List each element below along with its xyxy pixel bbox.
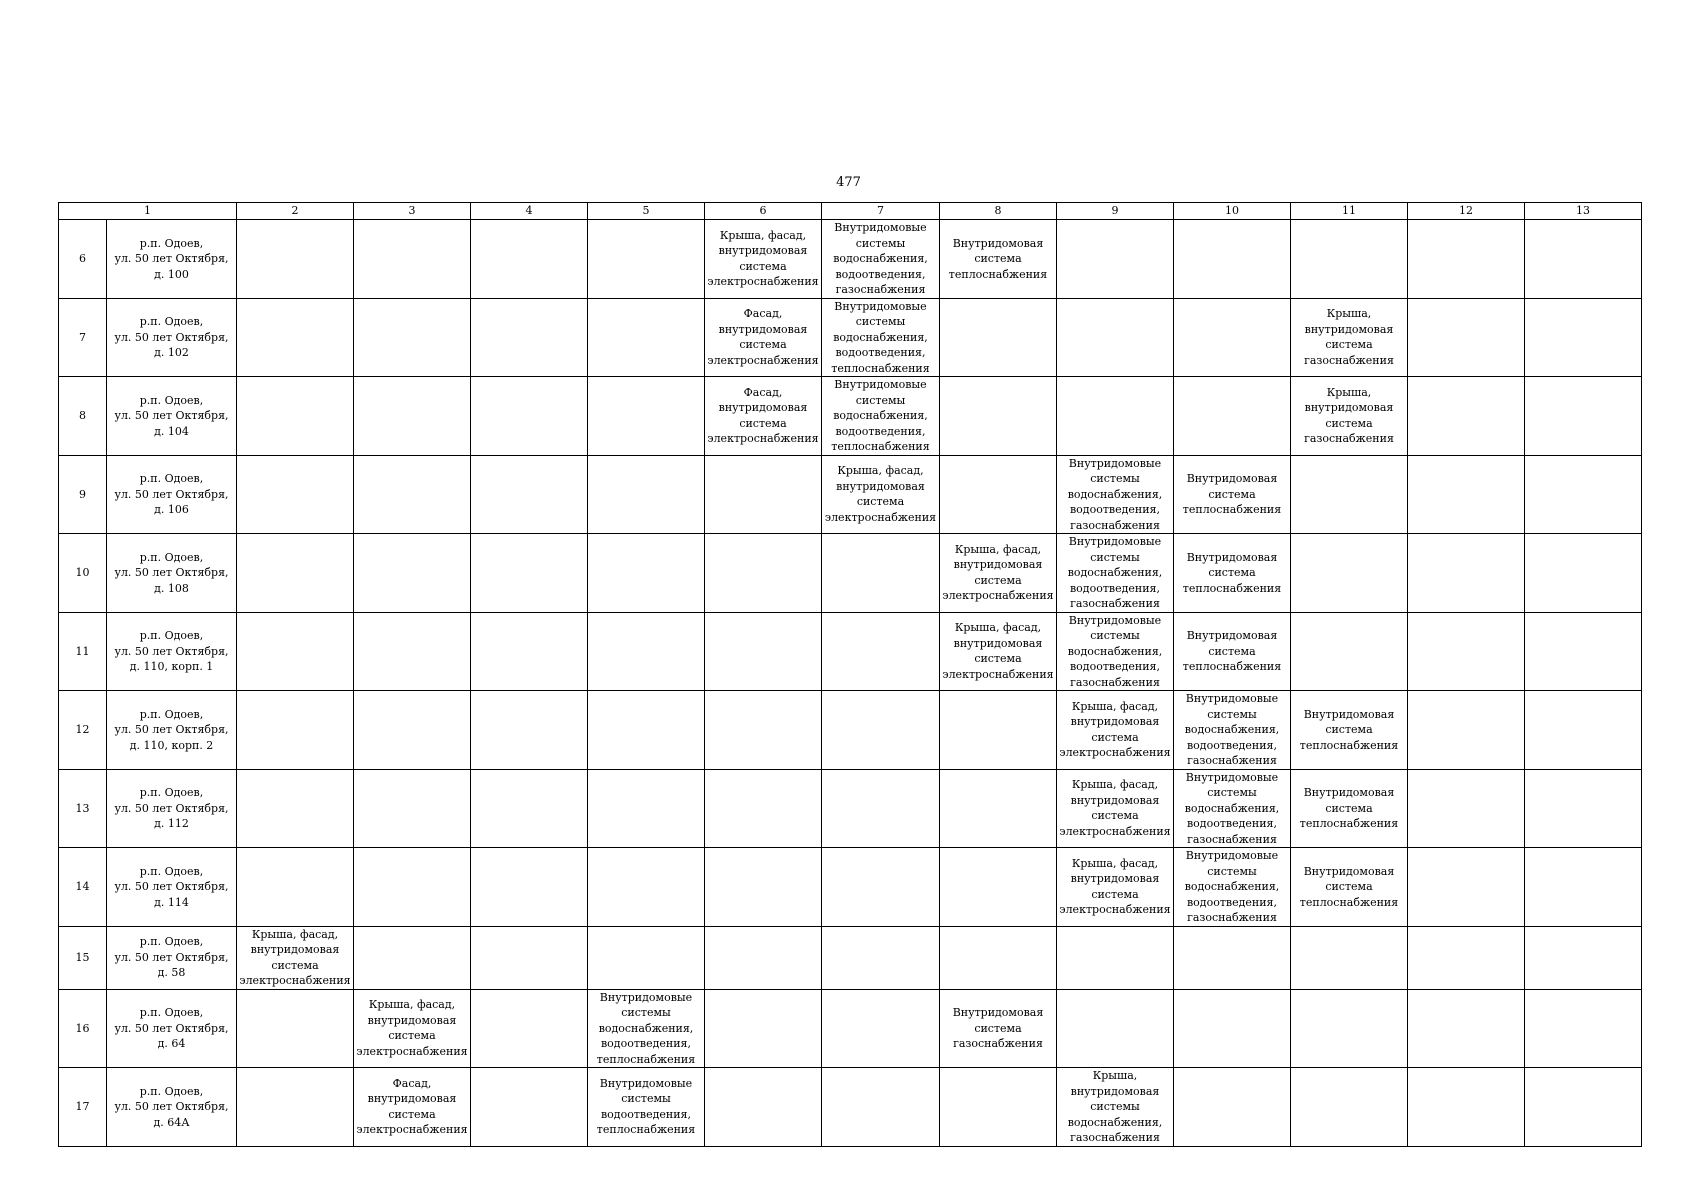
table-row <box>59 534 1642 613</box>
table-body <box>59 220 1642 1147</box>
row-number: 12 <box>59 691 107 770</box>
work-cell-col-2 <box>237 377 354 456</box>
table-row <box>59 926 1642 989</box>
row-number: 10 <box>59 534 107 613</box>
work-cell-col-10 <box>1174 298 1291 377</box>
address-cell: р.п. Одоев, ул. 50 лет Октября, д. 64А <box>107 1068 237 1147</box>
work-cell-col-7 <box>822 1068 940 1147</box>
column-header-12: 12 <box>1408 203 1525 220</box>
address-cell: р.п. Одоев, ул. 50 лет Октября, д. 114 <box>107 848 237 927</box>
work-cell-col-3 <box>354 848 471 927</box>
work-cell-col-10: Внутридомовые системы водоснабжения, водоотведения, газоснабжения <box>1174 691 1291 770</box>
work-cell-col-5 <box>588 926 705 989</box>
work-cell-col-5 <box>588 298 705 377</box>
work-cell-col-6: Фасад, внутридомовая система электроснабжения <box>705 377 822 456</box>
work-cell-col-2 <box>237 534 354 613</box>
work-cell-col-10 <box>1174 989 1291 1068</box>
work-cell-col-13 <box>1525 220 1642 299</box>
work-cell-col-12 <box>1408 691 1525 770</box>
work-cell-col-6 <box>705 691 822 770</box>
work-cell-col-12 <box>1408 298 1525 377</box>
work-cell-col-11 <box>1291 989 1408 1068</box>
work-cell-col-4 <box>471 769 588 848</box>
work-cell-col-3 <box>354 220 471 299</box>
work-cell-col-9 <box>1057 989 1174 1068</box>
address-cell: р.п. Одоев, ул. 50 лет Октября, д. 106 <box>107 455 237 534</box>
table-row <box>59 612 1642 691</box>
work-cell-col-9: Внутридомовые системы водоснабжения, водоотведения, газоснабжения <box>1057 455 1174 534</box>
work-cell-col-2 <box>237 612 354 691</box>
work-cell-col-12 <box>1408 989 1525 1068</box>
column-header-9: 9 <box>1057 203 1174 220</box>
work-cell-col-10 <box>1174 1068 1291 1147</box>
work-cell-col-6 <box>705 989 822 1068</box>
work-cell-col-9: Крыша, внутридомовая системы водоснабжения, газоснабжения <box>1057 1068 1174 1147</box>
work-cell-col-10 <box>1174 926 1291 989</box>
work-cell-col-12 <box>1408 612 1525 691</box>
work-cell-col-7 <box>822 926 940 989</box>
table-row <box>59 848 1642 927</box>
work-cell-col-2 <box>237 848 354 927</box>
work-cell-col-4 <box>471 455 588 534</box>
work-cell-col-2 <box>237 769 354 848</box>
work-cell-col-7 <box>822 534 940 613</box>
work-cell-col-4 <box>471 1068 588 1147</box>
work-cell-col-8: Крыша, фасад, внутридомовая система электроснабжения <box>940 534 1057 613</box>
address-cell: р.п. Одоев, ул. 50 лет Октября, д. 58 <box>107 926 237 989</box>
work-cell-col-2: Крыша, фасад, внутридомовая система электроснабжения <box>237 926 354 989</box>
work-cell-col-3 <box>354 455 471 534</box>
work-cell-col-4 <box>471 377 588 456</box>
work-cell-col-7: Внутридомовые системы водоснабжения, водоотведения, газоснабжения <box>822 220 940 299</box>
address-cell: р.п. Одоев, ул. 50 лет Октября, д. 102 <box>107 298 237 377</box>
work-cell-col-4 <box>471 989 588 1068</box>
work-cell-col-10: Внутридомовые системы водоснабжения, водоотведения, газоснабжения <box>1174 848 1291 927</box>
work-cell-col-9: Крыша, фасад, внутридомовая система электроснабжения <box>1057 848 1174 927</box>
work-cell-col-11: Крыша, внутридомовая система газоснабжения <box>1291 377 1408 456</box>
work-cell-col-4 <box>471 534 588 613</box>
work-cell-col-6 <box>705 612 822 691</box>
work-cell-col-13 <box>1525 534 1642 613</box>
work-cell-col-6 <box>705 769 822 848</box>
column-header-7: 7 <box>822 203 940 220</box>
work-cell-col-11 <box>1291 220 1408 299</box>
work-cell-col-10 <box>1174 377 1291 456</box>
address-cell: р.п. Одоев, ул. 50 лет Октября, д. 64 <box>107 989 237 1068</box>
row-number: 16 <box>59 989 107 1068</box>
work-cell-col-9 <box>1057 220 1174 299</box>
row-number: 8 <box>59 377 107 456</box>
work-cell-col-5 <box>588 220 705 299</box>
column-header-1: 1 <box>59 203 237 220</box>
work-cell-col-2 <box>237 455 354 534</box>
work-cell-col-5: Внутридомовые системы водоснабжения, водоотведения, теплоснабжения <box>588 989 705 1068</box>
work-cell-col-5 <box>588 769 705 848</box>
work-cell-col-2 <box>237 1068 354 1147</box>
work-cell-col-7 <box>822 989 940 1068</box>
work-cell-col-13 <box>1525 848 1642 927</box>
column-header-11: 11 <box>1291 203 1408 220</box>
work-cell-col-5 <box>588 534 705 613</box>
work-cell-col-3 <box>354 769 471 848</box>
column-header-5: 5 <box>588 203 705 220</box>
address-cell: р.п. Одоев, ул. 50 лет Октября, д. 100 <box>107 220 237 299</box>
work-cell-col-2 <box>237 691 354 770</box>
work-cell-col-11 <box>1291 926 1408 989</box>
work-cell-col-5: Внутридомовые системы водоотведения, теплоснабжения <box>588 1068 705 1147</box>
work-cell-col-12 <box>1408 534 1525 613</box>
work-cell-col-9 <box>1057 298 1174 377</box>
work-cell-col-13 <box>1525 691 1642 770</box>
work-cell-col-3: Фасад, внутридомовая система электроснабжения <box>354 1068 471 1147</box>
table-row <box>59 220 1642 299</box>
work-cell-col-10: Внутридомовая система теплоснабжения <box>1174 455 1291 534</box>
work-cell-col-7 <box>822 848 940 927</box>
work-cell-col-9: Крыша, фасад, внутридомовая система электроснабжения <box>1057 691 1174 770</box>
row-number: 9 <box>59 455 107 534</box>
work-cell-col-5 <box>588 455 705 534</box>
work-cell-col-7 <box>822 769 940 848</box>
work-cell-col-11 <box>1291 534 1408 613</box>
work-cell-col-2 <box>237 220 354 299</box>
work-cell-col-10: Внутридомовая система теплоснабжения <box>1174 612 1291 691</box>
work-cell-col-10: Внутридомовые системы водоснабжения, водоотведения, газоснабжения <box>1174 769 1291 848</box>
work-cell-col-9 <box>1057 926 1174 989</box>
column-header-row <box>59 203 1642 220</box>
work-cell-col-3 <box>354 377 471 456</box>
work-cell-col-9: Внутридомовые системы водоснабжения, водоотведения, газоснабжения <box>1057 612 1174 691</box>
work-cell-col-7: Внутридомовые системы водоснабжения, водоотведения, теплоснабжения <box>822 377 940 456</box>
work-cell-col-13 <box>1525 298 1642 377</box>
table-row <box>59 989 1642 1068</box>
work-cell-col-6: Крыша, фасад, внутридомовая система электроснабжения <box>705 220 822 299</box>
work-cell-col-2 <box>237 298 354 377</box>
row-number: 13 <box>59 769 107 848</box>
work-cell-col-4 <box>471 612 588 691</box>
column-header-8: 8 <box>940 203 1057 220</box>
address-cell: р.п. Одоев, ул. 50 лет Октября, д. 110, корп. 1 <box>107 612 237 691</box>
row-number: 11 <box>59 612 107 691</box>
address-cell: р.п. Одоев, ул. 50 лет Октября, д. 104 <box>107 377 237 456</box>
work-cell-col-4 <box>471 298 588 377</box>
table-row <box>59 455 1642 534</box>
work-cell-col-7: Крыша, фасад, внутридомовая система электроснабжения <box>822 455 940 534</box>
table-row <box>59 377 1642 456</box>
work-cell-col-10: Внутридомовая система теплоснабжения <box>1174 534 1291 613</box>
work-cell-col-7 <box>822 691 940 770</box>
work-cell-col-5 <box>588 691 705 770</box>
row-number: 15 <box>59 926 107 989</box>
work-cell-col-13 <box>1525 926 1642 989</box>
work-cell-col-11 <box>1291 1068 1408 1147</box>
work-cell-col-12 <box>1408 848 1525 927</box>
row-number: 7 <box>59 298 107 377</box>
column-header-6: 6 <box>705 203 822 220</box>
work-cell-col-9: Крыша, фасад, внутридомовая система электроснабжения <box>1057 769 1174 848</box>
work-cell-col-3 <box>354 926 471 989</box>
work-cell-col-12 <box>1408 1068 1525 1147</box>
work-cell-col-3 <box>354 534 471 613</box>
work-cell-col-8 <box>940 691 1057 770</box>
address-cell: р.п. Одоев, ул. 50 лет Октября, д. 110, корп. 2 <box>107 691 237 770</box>
work-cell-col-4 <box>471 220 588 299</box>
work-cell-col-7 <box>822 612 940 691</box>
row-number: 14 <box>59 848 107 927</box>
table-row <box>59 691 1642 770</box>
work-cell-col-9 <box>1057 377 1174 456</box>
repair-schedule-table <box>58 202 1642 1147</box>
column-header-13: 13 <box>1525 203 1642 220</box>
table-row <box>59 1068 1642 1147</box>
work-cell-col-2 <box>237 989 354 1068</box>
work-cell-col-8 <box>940 769 1057 848</box>
work-cell-col-13 <box>1525 612 1642 691</box>
work-cell-col-8: Внутридомовая система газоснабжения <box>940 989 1057 1068</box>
address-cell: р.п. Одоев, ул. 50 лет Октября, д. 112 <box>107 769 237 848</box>
work-cell-col-8 <box>940 848 1057 927</box>
work-cell-col-13 <box>1525 989 1642 1068</box>
work-cell-col-11: Внутридомовая система теплоснабжения <box>1291 769 1408 848</box>
column-header-4: 4 <box>471 203 588 220</box>
row-number: 6 <box>59 220 107 299</box>
work-cell-col-3 <box>354 691 471 770</box>
work-cell-col-11: Внутридомовая система теплоснабжения <box>1291 691 1408 770</box>
work-cell-col-6 <box>705 1068 822 1147</box>
work-cell-col-12 <box>1408 769 1525 848</box>
column-header-10: 10 <box>1174 203 1291 220</box>
work-cell-col-7: Внутридомовые системы водоснабжения, водоотведения, теплоснабжения <box>822 298 940 377</box>
work-cell-col-3: Крыша, фасад, внутридомовая система электроснабжения <box>354 989 471 1068</box>
work-cell-col-11 <box>1291 612 1408 691</box>
work-cell-col-10 <box>1174 220 1291 299</box>
work-cell-col-9: Внутридомовые системы водоснабжения, водоотведения, газоснабжения <box>1057 534 1174 613</box>
work-cell-col-5 <box>588 377 705 456</box>
work-cell-col-3 <box>354 612 471 691</box>
work-cell-col-13 <box>1525 1068 1642 1147</box>
work-cell-col-6 <box>705 848 822 927</box>
work-cell-col-8: Крыша, фасад, внутридомовая система электроснабжения <box>940 612 1057 691</box>
work-cell-col-13 <box>1525 455 1642 534</box>
work-cell-col-12 <box>1408 220 1525 299</box>
work-cell-col-11: Внутридомовая система теплоснабжения <box>1291 848 1408 927</box>
column-header-3: 3 <box>354 203 471 220</box>
work-cell-col-6 <box>705 926 822 989</box>
work-cell-col-8 <box>940 455 1057 534</box>
work-cell-col-12 <box>1408 455 1525 534</box>
work-cell-col-12 <box>1408 377 1525 456</box>
work-cell-col-8 <box>940 1068 1057 1147</box>
work-cell-col-6: Фасад, внутридомовая система электроснабжения <box>705 298 822 377</box>
work-cell-col-8: Внутридомовая система теплоснабжения <box>940 220 1057 299</box>
work-cell-col-8 <box>940 926 1057 989</box>
work-cell-col-11: Крыша, внутридомовая система газоснабжения <box>1291 298 1408 377</box>
work-cell-col-5 <box>588 848 705 927</box>
work-cell-col-6 <box>705 534 822 613</box>
work-cell-col-4 <box>471 848 588 927</box>
row-number: 17 <box>59 1068 107 1147</box>
work-cell-col-4 <box>471 691 588 770</box>
address-cell: р.п. Одоев, ул. 50 лет Октября, д. 108 <box>107 534 237 613</box>
work-cell-col-13 <box>1525 769 1642 848</box>
page-number: 477 <box>836 175 861 190</box>
work-cell-col-4 <box>471 926 588 989</box>
column-header-2: 2 <box>237 203 354 220</box>
table-row <box>59 298 1642 377</box>
work-cell-col-12 <box>1408 926 1525 989</box>
table-row <box>59 769 1642 848</box>
work-cell-col-3 <box>354 298 471 377</box>
work-cell-col-13 <box>1525 377 1642 456</box>
work-cell-col-8 <box>940 298 1057 377</box>
work-cell-col-5 <box>588 612 705 691</box>
work-cell-col-8 <box>940 377 1057 456</box>
work-cell-col-11 <box>1291 455 1408 534</box>
work-cell-col-6 <box>705 455 822 534</box>
